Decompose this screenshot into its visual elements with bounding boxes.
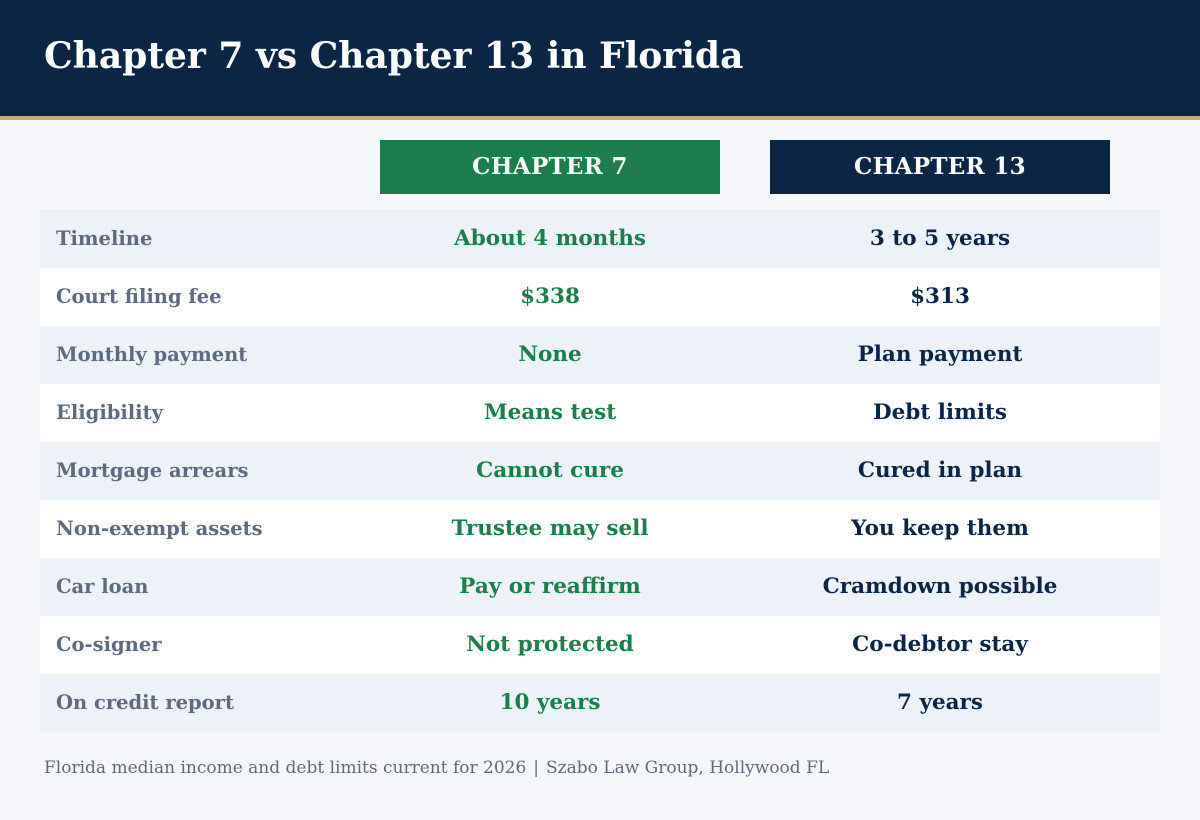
footer-firm-name: Szabo Law Group, Hollywood FL — [546, 758, 830, 778]
comparison-table — [40, 210, 1160, 732]
chapter-13-value: You keep them — [851, 516, 1029, 541]
chapter-13-value: 7 years — [897, 690, 983, 715]
footer-disclaimer: Florida median income and debt limits current for 2026 — [44, 758, 527, 778]
chapter-13-value: Plan payment — [857, 342, 1023, 367]
chapter-7-value: $338 — [520, 284, 580, 309]
table-row-car-loan — [40, 558, 1160, 616]
footer-note — [44, 757, 829, 779]
chapter-13-value: $313 — [910, 284, 970, 309]
table-row-mortgage-arrears — [40, 442, 1160, 500]
chapter-13-value: Cramdown possible — [822, 574, 1058, 599]
row-label: Eligibility — [56, 401, 163, 424]
chapter-7-value: Trustee may sell — [451, 516, 649, 541]
column-header-chapter-7: CHAPTER 7 — [380, 140, 720, 194]
table-row-on-credit-report — [40, 674, 1160, 732]
chapter-13-value: Debt limits — [872, 400, 1008, 425]
column-header-chapter-13: CHAPTER 13 — [770, 140, 1110, 194]
chapter-7-value: Not protected — [466, 632, 634, 657]
header-gold-rule — [0, 116, 1200, 120]
chapter-7-value: None — [518, 342, 582, 367]
row-label: Mortgage arrears — [56, 459, 249, 482]
chapter-7-value: Pay or reaffirm — [459, 574, 641, 599]
row-label: Non-exempt assets — [56, 517, 263, 540]
row-label: Car loan — [56, 575, 149, 598]
row-label: Co-signer — [56, 633, 162, 656]
chapter-13-value: 3 to 5 years — [869, 226, 1011, 251]
chapter-13-value: Cured in plan — [857, 458, 1023, 483]
table-row-co-signer — [40, 616, 1160, 674]
chapter-13-value: Co-debtor stay — [852, 632, 1028, 657]
chapter-7-value: Means test — [483, 400, 617, 425]
chapter-7-value: About 4 months — [454, 226, 646, 251]
row-label: Timeline — [56, 227, 153, 250]
table-row-court-filing-fee — [40, 268, 1160, 326]
row-label: On credit report — [56, 691, 234, 714]
table-row-timeline — [40, 210, 1160, 268]
page-title: Chapter 7 vs Chapter 13 in Florida — [44, 35, 744, 77]
table-row-non-exempt-assets — [40, 500, 1160, 558]
footer-separator: | — [533, 758, 540, 778]
chapter-7-value: 10 years — [499, 690, 601, 715]
header-bar — [0, 0, 1200, 116]
row-label: Monthly payment — [56, 343, 248, 366]
chapter-7-value: Cannot cure — [476, 458, 624, 483]
table-row-monthly-payment — [40, 326, 1160, 384]
row-label: Court filing fee — [56, 285, 222, 308]
table-row-eligibility — [40, 384, 1160, 442]
